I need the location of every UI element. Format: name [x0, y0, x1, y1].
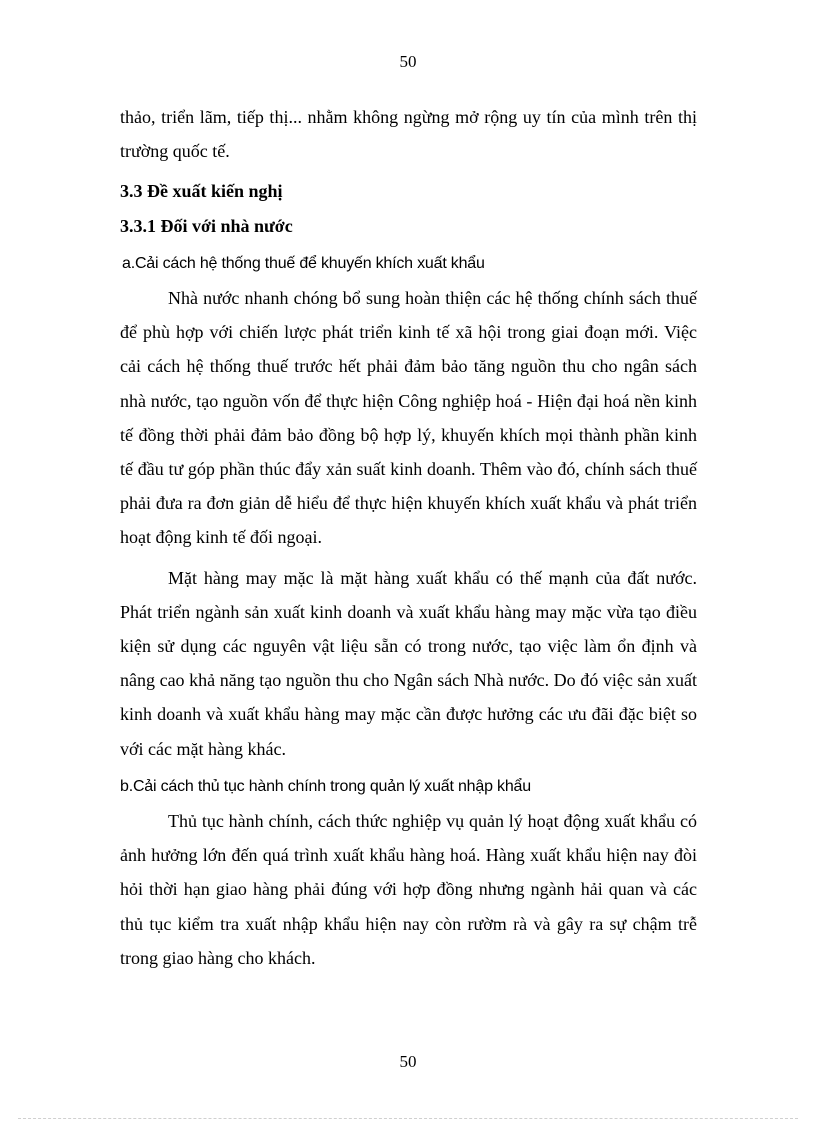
item-b-paragraph-1: Thủ tục hành chính, cách thức nghiệp vụ quản lý hoạt động xuất khẩu có ảnh hưởng lớn đến quá trình xuất khẩu hàng hoá. Hàng xuất khẩu hiện nay đòi hỏi thời hạn giao hàng phải đúng với hợp đồng nhưng ngành hải quan và các thủ tục kiểm tra xuất nhập khẩu hiện nay còn rườm rà và gây ra sự chậm trễ trong giao hàng cho khách. — [120, 811, 697, 968]
section-heading: 3.3 Đề xuất kiến nghị — [120, 181, 283, 202]
item-a-paragraph-1: Nhà nước nhanh chóng bổ sung hoàn thiện các hệ thống chính sách thuế để phù hợp với chiến lược phát triển kinh tế xã hội trong giai đoạn mới. Việc cải cách hệ thống thuế trước hết phải đảm bảo tăng nguồn thu cho ngân sách nhà nước, tạo nguồn vốn để thực hiện Công nghiệp hoá - Hiện đại hoá nền kinh tế đồng thời phải đảm bảo đồng bộ hợp lý, khuyến khích mọi thành phần kinh tế đầu tư góp phần thúc đẩy xản suất kinh doanh. Thêm vào đó, chính sách thuế phải đưa ra đơn giản dễ hiểu để thực hiện khuyến khích xuất khẩu và phát triển hoạt động kinh tế đối ngoại. — [120, 288, 697, 548]
intro-paragraph: thảo, triển lãm, tiếp thị... nhằm không ngừng mở rộng uy tín của mình trên thị trường quốc tế. — [120, 107, 697, 162]
page-bottom-divider — [18, 1118, 798, 1119]
header-page-number: 50 — [399, 52, 417, 71]
item-a-title: a.Cải cách hệ thống thuế để khuyến khích xuất khẩu — [122, 254, 485, 272]
footer-page-number: 50 — [399, 1052, 417, 1071]
document-body — [120, 100, 697, 975]
item-a-paragraph-2: Mặt hàng may mặc là mặt hàng xuất khẩu có thế mạnh của đất nước. Phát triển ngành sản xuất kinh doanh và xuất khẩu hàng may mặc vừa tạo điều kiện sử dụng các nguyên vật liệu sẵn có trong nước, tạo việc làm ổn định và nâng cao khả năng tạo nguồn thu cho Ngân sách Nhà nước. Do đó việc sản xuất kinh doanh và xuất khẩu hàng may mặc cần được hưởng các ưu đãi đặc biệt so với các mặt hàng khác. — [120, 567, 697, 759]
item-b-title: b.Cải cách thủ tục hành chính trong quản lý xuất nhập khẩu — [120, 777, 531, 795]
subsection-heading: 3.3.1 Đối với nhà nước — [120, 215, 293, 236]
